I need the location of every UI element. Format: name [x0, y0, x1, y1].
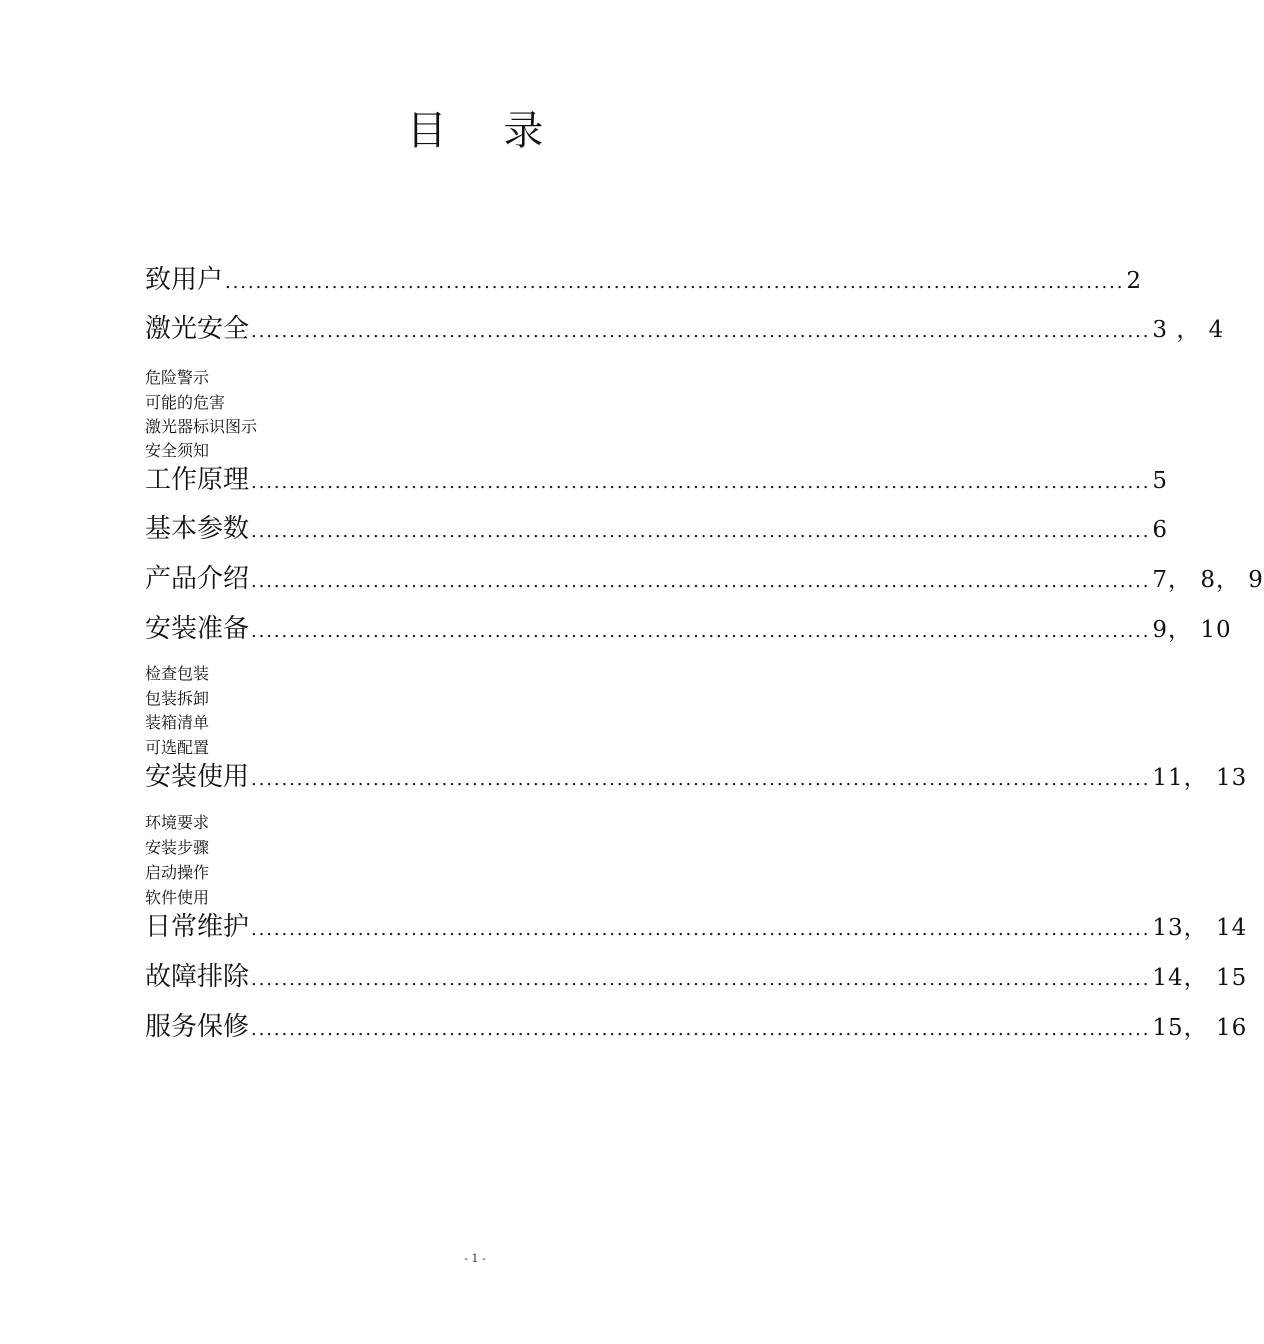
- toc-entry-basic-parameters[interactable]: [145, 511, 1169, 547]
- toc-entry-label: 激光安全: [145, 314, 250, 344]
- toc-subentry[interactable]: 安全须知: [145, 441, 210, 460]
- page-number: - 1 -: [464, 1252, 486, 1265]
- toc-entry-label: 致用户: [145, 265, 224, 295]
- dot-leader: ......................................................................................................................: [251, 769, 1151, 790]
- dot-leader: ......................................................................................................................: [251, 571, 1151, 592]
- toc-entry-label: 服务保修: [145, 1012, 250, 1042]
- dot-leader: ......................................................................................................................: [251, 621, 1151, 642]
- dot-leader: ......................................................................................................................: [251, 919, 1151, 940]
- toc-entry-label: 工作原理: [145, 465, 250, 495]
- dot-leader: ......................................................................................................................: [251, 472, 1151, 493]
- toc-subentry[interactable]: 可选配置: [145, 738, 210, 757]
- toc-entry-install-use[interactable]: [145, 759, 1248, 795]
- toc-entry-label: 安装使用: [145, 762, 250, 792]
- toc-entry-label: 基本参数: [145, 514, 250, 544]
- dot-leader: ......................................................................................................................: [251, 521, 1151, 542]
- toc-entry-install-prep[interactable]: [145, 611, 1232, 647]
- toc-subentry[interactable]: 包装拆卸: [145, 689, 210, 708]
- toc-subentry[interactable]: 软件使用: [145, 888, 210, 907]
- toc-subentry[interactable]: 检查包装: [145, 664, 210, 683]
- toc-entry-troubleshooting[interactable]: [145, 959, 1248, 995]
- toc-entry-pages: 5: [1152, 468, 1169, 494]
- toc-entry-label: 安装准备: [145, 614, 250, 644]
- toc-entry-pages: 13， 14: [1152, 915, 1248, 941]
- toc-entry-pages: 2: [1126, 268, 1143, 294]
- toc-entry-to-users[interactable]: [145, 262, 1143, 298]
- toc-entry-pages: 15， 16: [1152, 1015, 1248, 1041]
- toc-entry-pages: 14， 15: [1152, 965, 1248, 991]
- toc-subentry[interactable]: 危险警示: [145, 368, 210, 387]
- toc-entry-pages: 3 ， 4: [1152, 317, 1225, 343]
- toc-subentry[interactable]: 环境要求: [145, 813, 210, 832]
- toc-entry-product-intro[interactable]: [145, 561, 1264, 597]
- dot-leader: ......................................................................................................................: [251, 1019, 1151, 1040]
- toc-subentry[interactable]: 安装步骤: [145, 838, 210, 857]
- dot-leader: ......................................................................................................................: [251, 321, 1151, 342]
- toc-entry-label: 产品介绍: [145, 564, 250, 594]
- dot-leader: ......................................................................................................................: [251, 969, 1151, 990]
- page-title: 目 录: [406, 108, 566, 154]
- dot-leader: ......................................................................................................................: [225, 272, 1125, 293]
- toc-subentry[interactable]: 装箱清单: [145, 713, 210, 732]
- toc-entry-pages: 6: [1152, 517, 1169, 543]
- toc-entry-pages: 9， 10: [1152, 617, 1232, 643]
- toc-entry-service-warranty[interactable]: [145, 1009, 1248, 1045]
- toc-entry-working-principle[interactable]: [145, 462, 1169, 498]
- toc-subentry[interactable]: 可能的危害: [145, 393, 226, 412]
- toc-entry-label: 日常维护: [145, 912, 250, 942]
- toc-subentry[interactable]: 启动操作: [145, 863, 210, 882]
- toc-entry-pages: 11， 13: [1152, 765, 1248, 791]
- toc-entry-label: 故障排除: [145, 962, 250, 992]
- toc-entry-pages: 7， 8， 9: [1152, 567, 1264, 593]
- toc-subentry[interactable]: 激光器标识图示: [145, 417, 258, 436]
- toc-entry-daily-maintenance[interactable]: [145, 909, 1248, 945]
- toc-entry-laser-safety[interactable]: [145, 311, 1225, 347]
